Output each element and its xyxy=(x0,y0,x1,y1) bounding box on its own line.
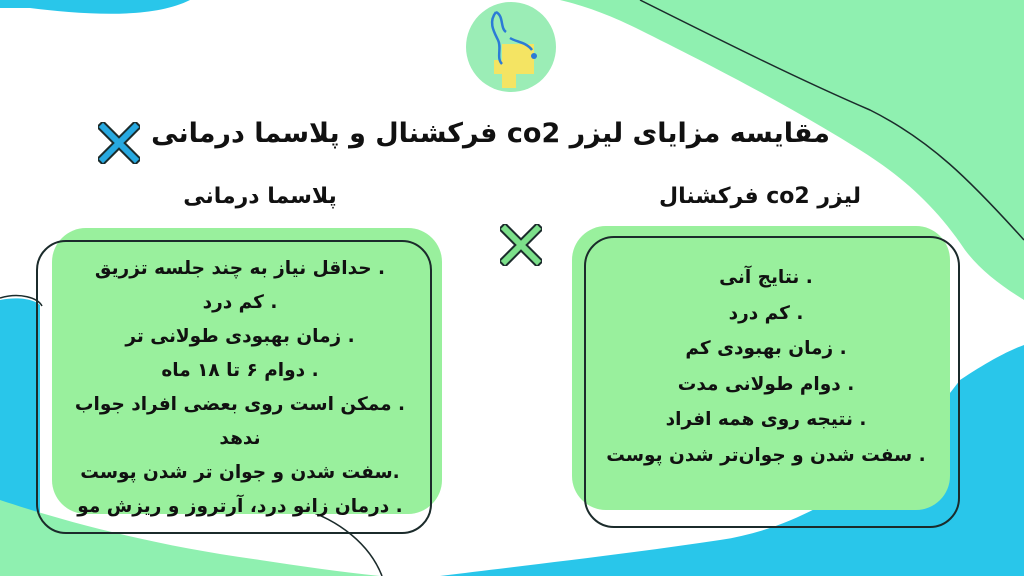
list-item: . نتایج آنی xyxy=(719,267,813,288)
x-mark-icon xyxy=(500,224,542,266)
logo-icon xyxy=(466,2,556,92)
list-item: . سفت شدن و جوان‌تر شدن پوست xyxy=(606,444,926,466)
list-item: .سفت شدن و جوان تر شدن پوست xyxy=(80,462,400,483)
list-item: . ممکن است روی بعضی افراد جواب ندهد xyxy=(74,394,406,449)
right-column-heading: لیزر co2 فرکشنال xyxy=(659,184,861,209)
list-item: . کم درد xyxy=(728,302,804,324)
list-item: . زمان بهبودی کم xyxy=(685,338,847,359)
list-item: . دوام ۶ تا ۱۸ ماه xyxy=(161,360,319,381)
list-item: . نتیجه روی همه افراد xyxy=(665,409,867,430)
list-item: . کم درد xyxy=(202,292,278,313)
left-benefits-list xyxy=(52,252,428,524)
list-item: . دوام طولانی مدت xyxy=(677,373,855,395)
logo xyxy=(466,2,556,92)
right-benefits-list xyxy=(586,260,946,473)
list-item: . زمان بهبودی طولانی تر xyxy=(125,326,355,347)
page-title: مقایسه مزایای لیزر co2 فرکشنال و پلاسما درمانی xyxy=(151,118,830,149)
x-mark-icon xyxy=(98,122,140,164)
list-item: . درمان زانو درد، آرتروز و ریزش مو xyxy=(77,496,403,517)
left-column-heading: پلاسما درمانی xyxy=(183,184,337,209)
list-item: . حداقل نیاز به چند جلسه تزریق xyxy=(94,258,386,279)
